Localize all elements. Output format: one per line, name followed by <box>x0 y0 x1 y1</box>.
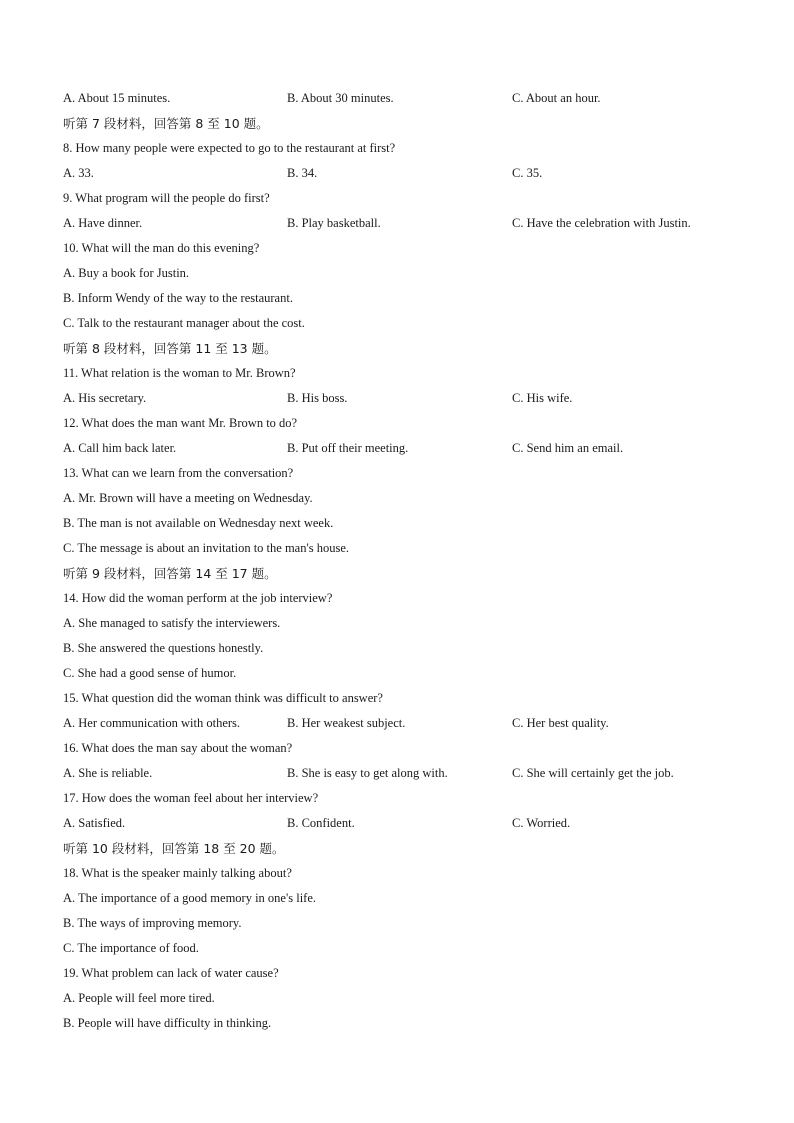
option-row <box>63 211 743 236</box>
option-row <box>63 711 743 736</box>
question-line: 13. What can we learn from the conversation? <box>63 466 294 480</box>
option-row <box>63 436 743 461</box>
option-c: C. His wife. <box>512 391 573 405</box>
question-line: B. The ways of improving memory. <box>63 916 242 930</box>
question-line: C. The message is about an invitation to the man's house. <box>63 541 350 555</box>
option-c: C. Send him an email. <box>512 441 624 455</box>
option-a: A. 33. <box>63 166 94 180</box>
question-line: A. People will feel more tired. <box>63 991 215 1005</box>
question-line: 15. What question did the woman think was difficult to answer? <box>63 691 383 705</box>
question-line: 9. What program will the people do first? <box>63 191 270 205</box>
section-heading: 听第 8 段材料，回答第 11 至 13 题。 <box>63 341 277 356</box>
option-a: A. About 15 minutes. <box>63 91 171 105</box>
question-line: 11. What relation is the woman to Mr. Brown? <box>63 366 296 380</box>
option-b: B. 34. <box>287 166 318 180</box>
question-line: A. Buy a book for Justin. <box>63 266 190 280</box>
question-line: 8. How many people were expected to go to the restaurant at first? <box>63 141 396 155</box>
option-row <box>63 86 743 111</box>
option-c: C. Have the celebration with Justin. <box>512 216 691 230</box>
option-b: B. Her weakest subject. <box>287 716 406 730</box>
option-c: C. Her best quality. <box>512 716 609 730</box>
question-line: 18. What is the speaker mainly talking about? <box>63 866 292 880</box>
option-c: C. About an hour. <box>512 91 601 105</box>
question-line: 14. How did the woman perform at the job interview? <box>63 591 333 605</box>
option-a: A. She is reliable. <box>63 766 153 780</box>
option-a: A. His secretary. <box>63 391 147 405</box>
option-row <box>63 386 743 411</box>
question-line: B. Inform Wendy of the way to the restaurant. <box>63 291 293 305</box>
option-row <box>63 811 743 836</box>
section-heading: 听第 9 段材料，回答第 14 至 17 题。 <box>63 566 277 581</box>
option-b: B. Play basketball. <box>287 216 381 230</box>
question-line: A. The importance of a good memory in one's life. <box>63 891 316 905</box>
section-heading: 听第 7 段材料，回答第 8 至 10 题。 <box>63 116 269 131</box>
option-row <box>63 161 743 186</box>
option-b: B. His boss. <box>287 391 348 405</box>
question-line: C. She had a good sense of humor. <box>63 666 237 680</box>
option-row <box>63 761 743 786</box>
question-line: 17. How does the woman feel about her interview? <box>63 791 319 805</box>
option-b: B. About 30 minutes. <box>287 91 394 105</box>
question-line: A. She managed to satisfy the interviewers. <box>63 616 281 630</box>
option-c: C. She will certainly get the job. <box>512 766 674 780</box>
question-line: 12. What does the man want Mr. Brown to do? <box>63 416 298 430</box>
option-c: C. Worried. <box>512 816 571 830</box>
option-a: A. Her communication with others. <box>63 716 241 730</box>
option-a: A. Satisfied. <box>63 816 126 830</box>
question-line: A. Mr. Brown will have a meeting on Wednesday. <box>63 491 313 505</box>
question-line: B. People will have difficulty in thinking. <box>63 1016 272 1030</box>
question-line: C. The importance of food. <box>63 941 199 955</box>
option-a: A. Have dinner. <box>63 216 143 230</box>
question-line: 10. What will the man do this evening? <box>63 241 260 255</box>
question-line: 19. What problem can lack of water cause? <box>63 966 279 980</box>
question-line: B. She answered the questions honestly. <box>63 641 264 655</box>
option-b: B. She is easy to get along with. <box>287 766 448 780</box>
option-b: B. Put off their meeting. <box>287 441 409 455</box>
question-line: B. The man is not available on Wednesday next week. <box>63 516 334 530</box>
option-a: A. Call him back later. <box>63 441 177 455</box>
section-heading: 听第 10 段材料，回答第 18 至 20 题。 <box>63 841 285 856</box>
option-b: B. Confident. <box>287 816 355 830</box>
option-c: C. 35. <box>512 166 543 180</box>
question-line: C. Talk to the restaurant manager about the cost. <box>63 316 305 330</box>
question-line: 16. What does the man say about the woman? <box>63 741 293 755</box>
